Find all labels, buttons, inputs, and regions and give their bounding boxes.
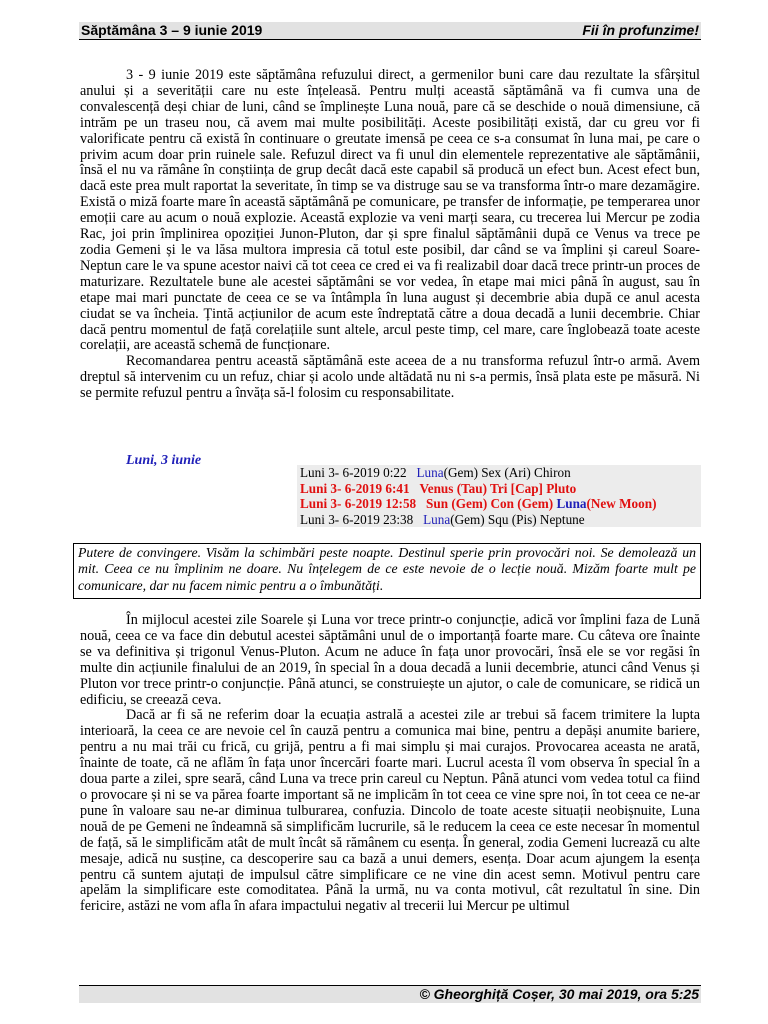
analysis-paragraph: Dacă ar fi să ne referim doar la ecuația astrală a acestei zile ar trebui să facem trimitere la lupta interioară, la ceea ce are nevoie cel în cauză pentru a comunica mai bine, pentru a depăși anumite bariere, pentru a nu mai trăi cu frică, cu grijă, pentru a fi mai simplu și mai curajos. Provocarea aceasta ne arată, înainte de toate, că ne aflăm în fața unor încercări foarte mari. Lucrul acesta îl vom observa în special în a doua parte a zilei, spre seară, când Luna va trece prin careul cu Neptun. Până atunci vom vedea totul ca fiind o provocare și ni se va părea foarte important să ne implicăm în tot ceea ce vine spre noi, în tot ceea ce ne-ar pune în valoare sau ne-ar diminua tulburarea, confuzia. Dincolo de toate aceste situații neobișnuite, Luna nouă de pe Gemeni ne îndeamnă să simplificăm lucrurile, să le reducem la ceea ce este necesar în momentul de față, să le simplificăm atât de mult încât să rămânem cu esența. În general, zodia Gemeni lucrează cu alte mesaje, adică nu susține, ca descoperire sau ca bază a unui demers, esența. Doar acum ajungem la esența pentru că suntem ajutați de impulsul către simplificare ce ne vine din acest semn. Motivul pentru care apelăm la simplificare este comoditatea. Până la urmă, nu va conta motivul, cât rezultatul în sine. Din fericire, astăzi ne vom afla în afara impactului negativ al trecerii lui Mercur pe ultimul (80, 707, 700, 915)
aspect-row (297, 512, 701, 528)
aspect-datetime: Luni 3- 6-2019 23:38 (300, 511, 414, 527)
aspect-row (297, 465, 701, 481)
day-analysis (80, 613, 700, 915)
day-heading: Luni, 3 iunie (126, 453, 202, 468)
aspect-row (297, 481, 701, 497)
aspect-planet: Venus (419, 480, 454, 496)
aspect-datetime: Luni 3- 6-2019 6:41 (300, 480, 410, 496)
aspect-detail: (Tau) Tri [Cap] Pluto (453, 480, 577, 496)
aspects-table (297, 465, 701, 527)
intro-section (80, 68, 700, 402)
intro-paragraph: 3 - 9 iunie 2019 este săptămâna refuzului direct, a germenilor buni care dau rezultate la sfârșitul anului și a severității care nu este înțeleasă. Pentru mulți această săptămână va fi cumva una de convalescență deși chiar de luni, când se împlinește Luna nouă, pare că se deschide o nouă dimensiune, că intrăm pe un traseu nou, că avem mai multe posibilități. Aceste posibilități există, dar cu greu vor fi valorificate pentru că există în continuare o greutate imensă pe ceea ce s-a consumat în luna mai, pe care o privim acum doar prin ruinele sale. Refuzul direct va fi unul din elementele reprezentative ale săptămânii, însă el nu va rămâne în conștiința de grup decât dacă este capabil să producă un efect bun. Acest efect bun, dacă este prea mult raportat la severitate, în timp se va distruge sau se va transforma într-o mare dezamăgire. Există o miză foarte mare în această săptămână pe comunicare, pe transfer de informație, pe temperarea unor emoții care au acum o nouă explozie. Această explozie va veni marți seara, cu trecerea lui Mercur pe zodia Rac, joi prin împlinirea opoziției Junon-Pluton, dar și spre finalul săptămânii după ce Venus va trece pe zodia Gemeni și le va lăsa multora impresia că totul este posibil, dar când se va împlini și careul Soare-Neptun care le va spune acestor naivi că tot ceea ce cred ei va fi realizabil doar dacă trece printr-un proces de maturizare. Rezultatele bune ale acestei săptămâni se vor vedea, în etape mai mici până în august, sau în etape mai mari punctate de ceea ce se va întâmpla în luna august și decembrie abia după ce anul acesta ciudat se va încheia. Țintă acțiunilor de acum este îndreptată către a doua decadă a lunii decembrie. Chiar dacă pentru momentul de față corelațiile sunt altele, arcul peste timp, cel mare, care înglobează toate aceste corelații, are această schemă de funcționare. (80, 67, 700, 354)
aspect-detail: (Gem) Squ (Pis) Neptune (450, 511, 585, 527)
aspect-planet: Luna (423, 511, 451, 527)
footer-copyright: © Gheorghiță Coșer, 30 mai 2019, ora 5:25 (419, 986, 699, 1002)
header-week-range: Săptămâna 3 – 9 iunie 2019 (81, 22, 263, 38)
aspect-planet: Sun (426, 496, 449, 512)
aspect-datetime: Luni 3- 6-2019 12:58 (300, 496, 417, 512)
day-summary-box: Putere de convingere. Visăm la schimbări peste noapte. Destinul sperie prin provocări noi. Se demolează un mit. Ceea ce nu împlinim ne doare. Nu înțelegem de ce este nevoie de o lecție nouă. Mizăm foarte mult pe comunicare, dar nu facem nimic pentru a o îmbunătăți. (73, 543, 701, 599)
page-header (79, 22, 701, 40)
aspect-detail: (Gem) Con (Gem) (448, 496, 557, 512)
aspect-datetime: Luni 3- 6-2019 0:22 (300, 465, 407, 480)
aspect-detail: (Gem) Sex (Ari) Chiron (443, 465, 571, 480)
header-motto: Fii în profunzime! (582, 22, 699, 38)
aspect-row (297, 496, 701, 512)
aspect-phase: (New Moon) (586, 496, 657, 512)
page-footer (79, 985, 701, 1003)
aspect-planet-2: Luna (556, 496, 587, 512)
analysis-paragraph: În mijlocul acestei zile Soarele și Luna vor trece printr-o conjuncție, adică vor împlini faza de Lună nouă, ceea ce va face din debutul acestei săptămâni unul de o importanță foarte mare. Cu câteva ore înainte se va definitiva și trigonul Venus-Pluton. Acum ne aduce în fața unor provocări, însă ele se vor regăsi în multe din acțiunile finalului de an 2019, în special în a doua decadă a lunii decembrie, atunci când Venus și Pluton vor trece printr-o conjuncție. Până atunci, se construiește un ajutor, o cale de comunicare, se ridică un edificiu, se creează ceva. (80, 612, 700, 708)
recommendation-paragraph: Recomandarea pentru această săptămână este aceea de a nu transforma refuzul într-o armă. Avem dreptul să intervenim cu un refuz, chiar și acolo unde altădată nu ni s-a permis, însă plata este pe măsură. Ni se permite refuzul pentru a învăța să-l folosim cu responsabilitate. (80, 353, 700, 402)
aspect-planet: Luna (416, 465, 444, 480)
